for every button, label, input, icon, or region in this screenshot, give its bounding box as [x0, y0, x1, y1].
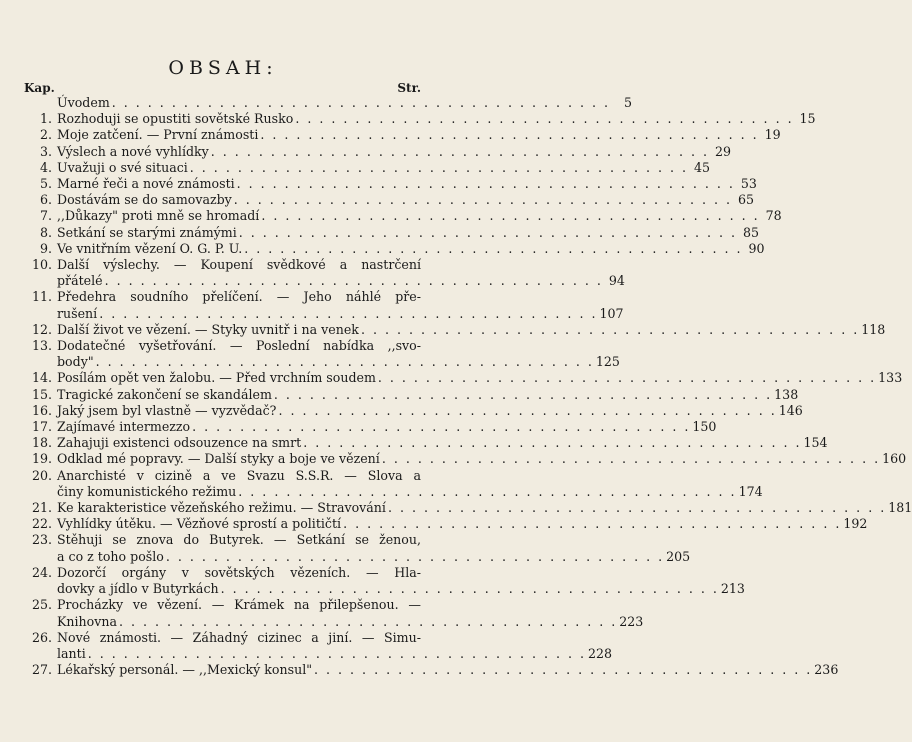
chapter-number: 27.	[31, 662, 52, 678]
chapter-title: Tragické zakončení se skandálem	[57, 386, 272, 402]
page-number: 5	[624, 95, 633, 110]
page-number: 107	[599, 305, 624, 321]
dot-leader: . . . . . . . . . . . . . . . . . . . . . . . . . . . . . . . . . . . . . . . . . .	[233, 192, 733, 208]
chapter-title-block	[57, 386, 799, 403]
toc-line	[57, 159, 711, 176]
chapter-title: Moje zatčení. — První známosti	[57, 127, 259, 143]
chapter-title-block	[57, 402, 803, 419]
toc-line	[57, 305, 624, 322]
page-number: 138	[774, 386, 799, 402]
chapter-title-block	[57, 111, 816, 127]
chapter-title: Vyhlídky útěku. — Vězňové sprostí a političtí	[57, 516, 342, 532]
toc-line	[57, 662, 839, 678]
dot-leader: . . . . . . . . . . . . . . . . . . . . . . . . . . . . . . . . . . . . . . . . . .	[95, 354, 594, 370]
chapter-title-block	[57, 419, 717, 435]
chapter-title: Anarchisté v cizině a ve Svazu S.S.R. — Slova a	[57, 467, 421, 483]
dot-leader: . . . . . . . . . . . . . . . . . . . . . . . . . . . . . . . . . . . . . . . . . .	[165, 548, 665, 564]
page-number: 94	[608, 273, 625, 289]
chapter-title-block	[57, 451, 907, 467]
chapter-title: Dostávám se do samovazby	[57, 192, 232, 208]
chapter-title: Jaký jsem byl vlastně — vyzvědač?	[57, 402, 277, 418]
toc-line	[57, 419, 717, 435]
page-number: 85	[743, 224, 760, 240]
dot-leader: . . . . . . . . . . . . . . . . . . . . . . . . . . . . . . . . . . . . . . . . . .	[295, 111, 794, 127]
chapter-number: 7.	[39, 208, 52, 224]
chapter-title: a co z toho pošlo	[57, 548, 164, 564]
chapter-title: Posílám opět ven žalobu. — Před vrchním soudem	[57, 370, 376, 386]
toc-entry	[22, 370, 903, 386]
page-number: 192	[843, 516, 868, 532]
page-number: 181	[888, 500, 912, 516]
chapter-title: Odklad mé popravy. — Další styky a boje ve vězení	[57, 451, 380, 467]
chapter-number: 6.	[39, 192, 52, 208]
chapter-title-block	[57, 95, 633, 111]
dot-leader: . . . . . . . . . . . . . . . . . . . . . . . . . . . . . . . . . . . . . . . . . .	[343, 516, 842, 532]
dot-leader: . . . . . . . . . . . . . . . . . . . . . . . . . . . . . . . . . . . . . . . . . .	[244, 240, 743, 256]
page-number: 236	[814, 662, 839, 678]
chapter-number: 5.	[39, 176, 52, 192]
page-number: 133	[878, 370, 903, 386]
toc-entry	[22, 95, 633, 111]
toc-entry	[22, 224, 760, 241]
chapter-title: Zajímavé intermezzo	[57, 419, 191, 435]
chapter-title: Úvodem	[57, 95, 110, 110]
toc-line	[57, 208, 782, 224]
chapter-column-label: Kap.	[24, 81, 55, 95]
dot-leader: . . . . . . . . . . . . . . . . . . . . . . . . . . . . . . . . . . . . . . . . . .	[238, 483, 737, 499]
toc-entry	[22, 532, 691, 564]
chapter-title-block	[57, 467, 763, 500]
chapter-number: 2.	[39, 127, 52, 143]
chapter-title: Marné řeči a nové známosti	[57, 176, 235, 192]
chapter-title: Zahajuji existenci odsouzence na smrt	[57, 435, 302, 451]
chapter-title-block	[57, 338, 620, 370]
chapter-title: činy komunistického režimu	[57, 483, 237, 499]
chapter-title-block	[57, 176, 757, 192]
chapter-number: 17.	[31, 419, 52, 435]
dot-leader: . . . . . . . . . . . . . . . . . . . . . . . . . . . . . . . . . . . . . . . . . .	[118, 613, 618, 629]
toc-entry	[22, 338, 620, 370]
page-number: 150	[692, 419, 717, 435]
chapter-title-block	[57, 435, 828, 451]
chapter-title: Další život ve vězení. — Styky uvnitř i na venek	[57, 321, 359, 337]
chapter-number: 15.	[31, 386, 52, 402]
chapter-title-block	[57, 208, 782, 224]
toc-line	[57, 630, 421, 646]
chapter-title-block	[57, 224, 760, 241]
dot-leader: . . . . . . . . . . . . . . . . . . . . . . . . . . . . . . . . . . . . . . . . . .	[278, 402, 777, 418]
chapter-number: 20.	[31, 467, 52, 483]
page-number: 160	[882, 451, 907, 467]
dot-leader: . . . . . . . . . . . . . . . . . . . . . . . . . . . . . . . . . . . . . . . . . .	[111, 95, 611, 110]
chapter-number: 24.	[31, 564, 52, 580]
toc-entry	[22, 159, 711, 176]
toc-line	[57, 581, 745, 597]
toc-line	[57, 565, 421, 581]
toc-line	[57, 645, 613, 662]
chapter-number: 22.	[31, 516, 52, 532]
chapter-title: Další výslechy. — Koupení svědkové a nastrčení	[57, 257, 421, 273]
chapter-title-block	[57, 321, 886, 338]
page-number: 125	[595, 354, 620, 370]
dot-leader: . . . . . . . . . . . . . . . . . . . . . . . . . . . . . . . . . . . . . . . . . .	[210, 143, 710, 159]
chapter-title: přátelé	[57, 273, 103, 289]
chapter-title: lanti	[57, 645, 86, 661]
toc-entry	[22, 289, 624, 321]
page-title: OBSAH:	[168, 57, 278, 79]
toc-line	[57, 257, 421, 273]
toc-line	[57, 370, 903, 386]
chapter-number: 13.	[31, 338, 52, 354]
chapter-title-block	[57, 597, 644, 629]
table-of-contents	[22, 95, 912, 678]
dot-leader: . . . . . . . . . . . . . . . . . . . . . . . . . . . . . . . . . . . . . . . . . .	[273, 386, 773, 402]
chapter-number: 14.	[31, 370, 52, 386]
toc-entry	[22, 402, 803, 419]
dot-leader: . . . . . . . . . . . . . . . . . . . . . . . . . . . . . . . . . . . . . . . . . .	[238, 224, 738, 240]
toc-entry	[22, 127, 781, 143]
chapter-title-block	[57, 289, 624, 321]
dot-leader: . . . . . . . . . . . . . . . . . . . . . . . . . . . . . . . . . . . . . . . . . .	[260, 127, 759, 143]
toc-entry	[22, 451, 907, 467]
chapter-title: Nové známosti. — Záhadný cizinec a jiní. — Simu-	[57, 629, 421, 645]
chapter-title-block	[57, 240, 765, 257]
chapter-title-block	[57, 159, 711, 176]
chapter-title: Knihovna	[57, 613, 117, 629]
page-number: 213	[720, 581, 745, 597]
chapter-title: Stěhuji se znova do Butyrek. — Setkání se ženou,	[57, 532, 421, 548]
chapter-title: Procházky ve vězení. — Krámek na přilepšenou. —	[57, 597, 421, 613]
chapter-number: 8.	[39, 224, 52, 240]
dot-leader: . . . . . . . . . . . . . . . . . . . . . . . . . . . . . . . . . . . . . . . . . .	[236, 176, 735, 192]
chapter-number: 3.	[39, 143, 52, 159]
toc-line	[57, 224, 760, 241]
chapter-title-block	[57, 662, 839, 678]
chapter-title: Uvažuji o své situaci	[57, 159, 188, 175]
toc-entry	[22, 516, 868, 532]
toc-line	[57, 338, 421, 354]
page-number: 228	[588, 645, 613, 661]
chapter-title: Ve vnitřním vězení O. G. P. U.	[57, 240, 243, 256]
toc-line	[57, 176, 757, 192]
chapter-number: 12.	[31, 321, 52, 337]
page-number: 154	[803, 435, 828, 451]
dot-leader: . . . . . . . . . . . . . . . . . . . . . . . . . . . . . . . . . . . . . . . . . .	[104, 273, 603, 289]
page-number: 15	[799, 111, 816, 127]
dot-leader: . . . . . . . . . . . . . . . . . . . . . . . . . . . . . . . . . . . . . . . . . .	[220, 581, 719, 597]
toc-entry	[22, 111, 816, 127]
dot-leader: . . . . . . . . . . . . . . . . . . . . . . . . . . . . . . . . . . . . . . . . . .	[192, 419, 691, 435]
toc-entry	[22, 386, 799, 403]
toc-line	[57, 321, 886, 338]
toc-entry	[22, 419, 717, 435]
page-number: 19	[764, 127, 781, 143]
toc-entry	[22, 257, 625, 289]
toc-line	[57, 111, 816, 127]
chapter-title: Výslech a nové vyhlídky	[57, 143, 209, 159]
toc-entry	[22, 435, 828, 451]
chapter-title-block	[57, 629, 613, 662]
chapter-title-block	[57, 370, 903, 386]
toc-line	[57, 548, 691, 565]
chapter-title: Předehra soudního přelíčení. — Jeho náhlé pře-	[57, 289, 421, 305]
toc-line	[57, 354, 620, 370]
chapter-title-block	[57, 500, 912, 516]
dot-leader: . . . . . . . . . . . . . . . . . . . . . . . . . . . . . . . . . . . . . . . . . .	[387, 500, 887, 516]
toc-entry	[22, 564, 745, 597]
chapter-title: Lékařský personál. — ,,Mexický konsul"	[57, 662, 313, 678]
page-number: 90	[748, 240, 765, 256]
chapter-title: body"	[57, 354, 94, 370]
toc-line	[57, 597, 421, 613]
dot-leader: . . . . . . . . . . . . . . . . . . . . . . . . . . . . . . . . . . . . . . . . . .	[377, 370, 877, 386]
toc-line	[57, 289, 421, 305]
toc-line	[57, 95, 633, 111]
toc-entry	[22, 176, 757, 192]
toc-entry	[22, 662, 839, 678]
chapter-title-block	[57, 516, 868, 532]
toc-line	[57, 192, 755, 208]
chapter-number: 10.	[31, 257, 52, 273]
toc-entry	[22, 467, 763, 500]
dot-leader: . . . . . . . . . . . . . . . . . . . . . . . . . . . . . . . . . . . . . . . . . .	[99, 305, 598, 321]
toc-entry	[22, 321, 886, 338]
page-number: 45	[694, 159, 711, 175]
toc-line	[57, 500, 912, 516]
chapter-title: rušení	[57, 305, 98, 321]
chapter-number: 11.	[31, 289, 52, 305]
chapter-title: dovky a jídlo v Butyrkách	[57, 581, 219, 597]
page-number: 205	[666, 548, 691, 564]
chapter-number	[22, 95, 57, 111]
toc-line	[57, 451, 907, 467]
chapter-number: 9.	[39, 240, 52, 256]
toc-line	[57, 386, 799, 403]
dot-leader: . . . . . . . . . . . . . . . . . . . . . . . . . . . . . . . . . . . . . . . . . .	[314, 662, 813, 678]
toc-line	[57, 402, 803, 419]
chapter-number: 19.	[31, 451, 52, 467]
toc-entry	[22, 240, 765, 257]
dot-leader: . . . . . . . . . . . . . . . . . . . . . . . . . . . . . . . . . . . . . . . . . .	[381, 451, 881, 467]
page-number: 146	[778, 402, 803, 418]
chapter-title-block	[57, 532, 691, 564]
chapter-title-block	[57, 564, 745, 597]
chapter-number: 21.	[31, 500, 52, 516]
page-number: 65	[738, 192, 755, 208]
chapter-number: 23.	[31, 532, 52, 548]
chapter-number: 16.	[31, 402, 52, 418]
page-number: 174	[738, 483, 763, 499]
toc-line	[57, 273, 625, 289]
dot-leader: . . . . . . . . . . . . . . . . . . . . . . . . . . . . . . . . . . . . . . . . . .	[261, 208, 760, 224]
toc-entry	[22, 208, 782, 224]
page-number: 118	[861, 321, 886, 337]
chapter-title-block	[57, 192, 755, 208]
chapter-title-block	[57, 143, 732, 160]
page-column-label: Str.	[397, 81, 421, 95]
toc-entry	[22, 192, 755, 208]
chapter-title: Dozorčí orgány v sovětských vězeních. — Hla-	[57, 564, 421, 580]
toc-entry	[22, 143, 732, 160]
toc-line	[57, 435, 828, 451]
toc-line	[57, 613, 644, 630]
toc-line	[57, 483, 763, 500]
dot-leader: . . . . . . . . . . . . . . . . . . . . . . . . . . . . . . . . . . . . . . . . . .	[303, 435, 802, 451]
chapter-number: 25.	[31, 597, 52, 613]
toc-line	[57, 127, 781, 143]
toc-line	[57, 468, 421, 484]
chapter-title: ,,Důkazy" proti mně se hromadí	[57, 208, 260, 224]
chapter-number: 4.	[39, 159, 52, 175]
dot-leader: . . . . . . . . . . . . . . . . . . . . . . . . . . . . . . . . . . . . . . . . . .	[189, 159, 689, 175]
dot-leader: . . . . . . . . . . . . . . . . . . . . . . . . . . . . . . . . . . . . . . . . . .	[360, 321, 860, 337]
toc-line	[57, 240, 765, 257]
chapter-title: Rozhoduji se opustiti sovětské Rusko	[57, 111, 294, 127]
page-number: 53	[740, 176, 757, 192]
dot-leader: . . . . . . . . . . . . . . . . . . . . . . . . . . . . . . . . . . . . . . . . . .	[87, 645, 587, 661]
page-number: 78	[765, 208, 782, 224]
chapter-title: Dodatečné vyšetřování. — Poslední nabídka ,,svo-	[57, 338, 421, 354]
toc-line	[57, 143, 732, 160]
page-number: 29	[715, 143, 732, 159]
chapter-title: Setkání se starými známými	[57, 224, 237, 240]
toc-entry	[22, 629, 613, 662]
chapter-number: 1.	[39, 111, 52, 127]
chapter-number: 26.	[31, 629, 52, 645]
toc-entry	[22, 597, 644, 629]
toc-line	[57, 516, 868, 532]
chapter-title: Ke karakteristice vězeňského režimu. — Stravování	[57, 500, 386, 516]
toc-line	[57, 532, 421, 548]
chapter-title-block	[57, 127, 781, 143]
chapter-number: 18.	[31, 435, 52, 451]
toc-entry	[22, 500, 912, 516]
chapter-title-block	[57, 257, 625, 289]
page-number: 223	[619, 613, 644, 629]
